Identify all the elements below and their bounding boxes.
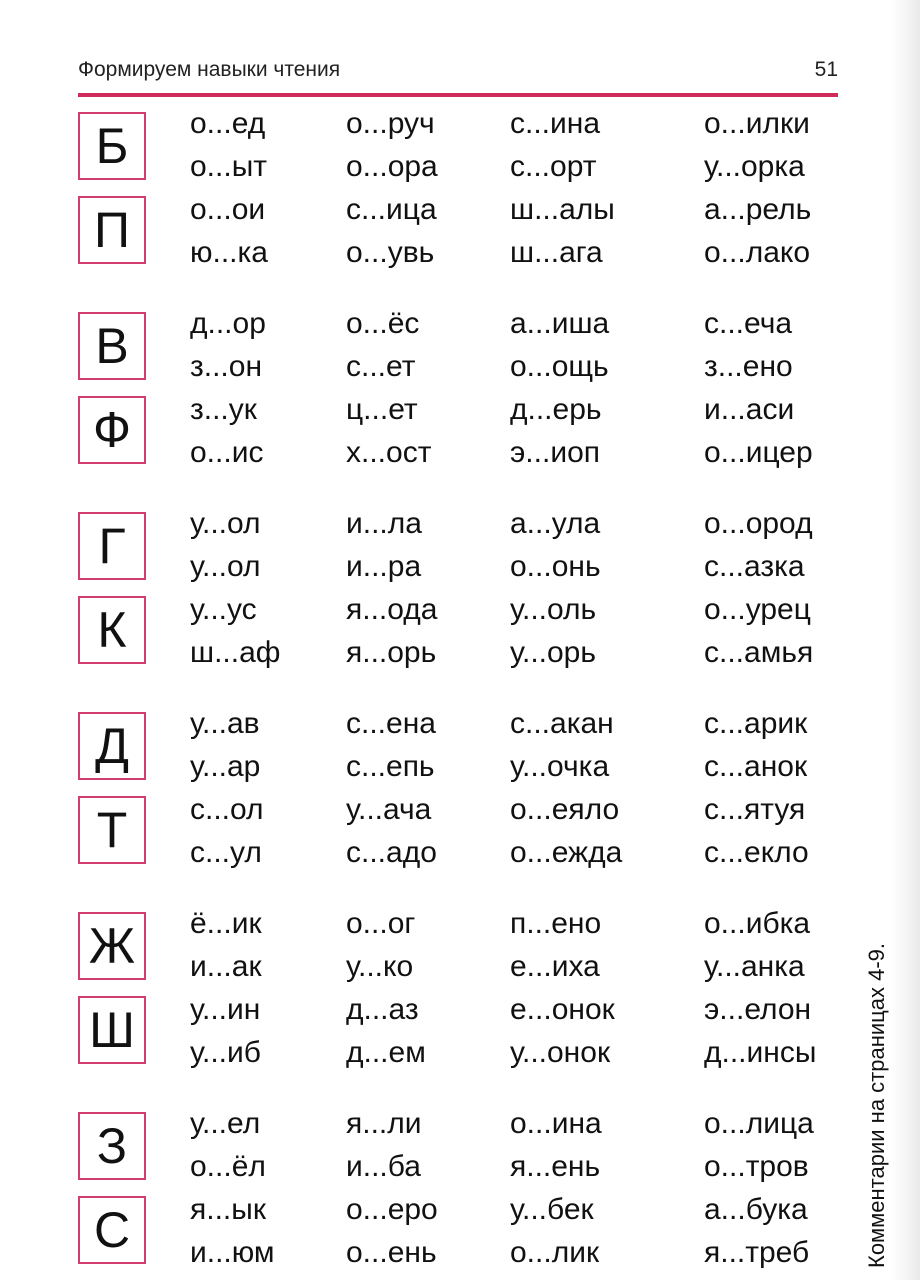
word-item: и...юм bbox=[190, 1236, 275, 1269]
word-item: д...ор bbox=[190, 307, 266, 340]
word-grid bbox=[190, 102, 840, 274]
letter-box: З bbox=[78, 1112, 146, 1180]
letter-pair-block bbox=[78, 302, 838, 474]
word-item: о...тров bbox=[704, 1150, 809, 1183]
word-grid bbox=[190, 502, 840, 674]
word-item: ш...аф bbox=[190, 636, 281, 669]
word-item: о...онь bbox=[510, 550, 601, 583]
word-item: с...екло bbox=[704, 836, 809, 869]
word-grid bbox=[190, 702, 840, 874]
word-item: э...елон bbox=[704, 993, 812, 1026]
word-item: е...иха bbox=[510, 950, 600, 983]
word-item: я...орь bbox=[346, 636, 437, 669]
word-item: д...инсы bbox=[704, 1036, 817, 1069]
word-item: с...адо bbox=[346, 836, 437, 869]
word-item: у...ин bbox=[190, 993, 261, 1026]
word-row bbox=[190, 902, 840, 945]
word-row bbox=[190, 1031, 840, 1074]
word-item: с...орт bbox=[510, 150, 597, 183]
word-row bbox=[190, 988, 840, 1031]
letter-box: Г bbox=[78, 512, 146, 580]
letter-pair-block bbox=[78, 102, 838, 274]
side-comment-note: Комментарии на страницах 4-9. bbox=[864, 942, 889, 1268]
word-row bbox=[190, 1102, 840, 1145]
word-item: ё...ик bbox=[190, 907, 262, 940]
word-item: д...аз bbox=[346, 993, 419, 1026]
word-item: и...ба bbox=[346, 1150, 421, 1183]
word-item: о...ощь bbox=[510, 350, 609, 383]
letter-pair-block bbox=[78, 1102, 838, 1274]
word-row bbox=[190, 345, 840, 388]
word-item: з...ено bbox=[704, 350, 793, 383]
word-item: о...лица bbox=[704, 1107, 814, 1140]
word-item: и...ла bbox=[346, 507, 422, 540]
letter-box: С bbox=[78, 1196, 146, 1264]
word-item: с...ена bbox=[346, 707, 436, 740]
word-item: з...он bbox=[190, 350, 263, 383]
word-item: о...илки bbox=[704, 107, 810, 140]
word-item: у...иб bbox=[190, 1036, 261, 1069]
word-item: я...ли bbox=[346, 1107, 422, 1140]
word-item: у...ко bbox=[346, 950, 414, 983]
word-item: у...онок bbox=[510, 1036, 611, 1069]
letter-box: П bbox=[78, 196, 146, 264]
word-row bbox=[190, 431, 840, 474]
word-item: д...ерь bbox=[510, 393, 602, 426]
word-item: с...анок bbox=[704, 750, 808, 783]
word-item: о...увь bbox=[346, 236, 435, 269]
word-item: с...ина bbox=[510, 107, 601, 140]
word-item: а...ула bbox=[510, 507, 601, 540]
word-item: с...ет bbox=[346, 350, 416, 383]
word-item: э...иоп bbox=[510, 436, 600, 469]
word-item: о...руч bbox=[346, 107, 435, 140]
word-item: о...ис bbox=[190, 436, 264, 469]
word-row bbox=[190, 831, 840, 874]
exercise-blocks bbox=[78, 102, 838, 1274]
word-item: у...бек bbox=[510, 1193, 594, 1226]
word-item: с...амья bbox=[704, 636, 814, 669]
word-item: я...треб bbox=[704, 1236, 810, 1269]
word-item: у...ел bbox=[190, 1107, 261, 1140]
word-item: о...ыт bbox=[190, 150, 267, 183]
word-item: з...ук bbox=[190, 393, 257, 426]
word-row bbox=[190, 545, 840, 588]
word-item: о...ои bbox=[190, 193, 266, 226]
word-item: ш...алы bbox=[510, 193, 615, 226]
word-item: я...ода bbox=[346, 593, 438, 626]
word-row bbox=[190, 102, 840, 145]
word-item: о...ина bbox=[510, 1107, 602, 1140]
word-item: о...ёс bbox=[346, 307, 420, 340]
letter-box: Ж bbox=[78, 912, 146, 980]
word-item: у...ав bbox=[190, 707, 260, 740]
letter-box: Ф bbox=[78, 396, 146, 464]
word-row bbox=[190, 188, 840, 231]
word-item: с...еча bbox=[704, 307, 793, 340]
letter-box: Д bbox=[78, 712, 146, 780]
word-item: а...бука bbox=[704, 1193, 808, 1226]
word-item: у...ол bbox=[190, 550, 261, 583]
letter-pair-block bbox=[78, 702, 838, 874]
word-item: о...ог bbox=[346, 907, 416, 940]
word-item: у...ус bbox=[190, 593, 257, 626]
word-item: у...ача bbox=[346, 793, 432, 826]
word-item: у...очка bbox=[510, 750, 610, 783]
word-row bbox=[190, 502, 840, 545]
word-item: с...епь bbox=[346, 750, 435, 783]
word-item: с...ятуя bbox=[704, 793, 806, 826]
word-item: о...ежда bbox=[510, 836, 623, 869]
word-row bbox=[190, 588, 840, 631]
word-item: с...ица bbox=[346, 193, 437, 226]
word-item: е...онок bbox=[510, 993, 615, 1026]
word-row bbox=[190, 631, 840, 674]
word-item: у...орка bbox=[704, 150, 805, 183]
letter-pair-block bbox=[78, 902, 838, 1074]
word-row bbox=[190, 388, 840, 431]
word-item: с...азка bbox=[704, 550, 805, 583]
word-item: с...арик bbox=[704, 707, 808, 740]
letter-box: Т bbox=[78, 796, 146, 864]
word-item: и...ра bbox=[346, 550, 422, 583]
word-row bbox=[190, 745, 840, 788]
word-grid bbox=[190, 1102, 840, 1274]
word-item: я...ык bbox=[190, 1193, 266, 1226]
word-row bbox=[190, 145, 840, 188]
header-divider bbox=[78, 93, 838, 97]
word-item: у...оль bbox=[510, 593, 597, 626]
letter-pair-block bbox=[78, 502, 838, 674]
word-item: о...ицер bbox=[704, 436, 813, 469]
word-item: а...иша bbox=[510, 307, 610, 340]
word-item: и...аси bbox=[704, 393, 795, 426]
word-item: ш...ага bbox=[510, 236, 603, 269]
word-item: о...ибка bbox=[704, 907, 811, 940]
word-row bbox=[190, 302, 840, 345]
word-item: с...ул bbox=[190, 836, 262, 869]
word-item: я...ень bbox=[510, 1150, 601, 1183]
word-item: о...лако bbox=[704, 236, 811, 269]
letter-box: В bbox=[78, 312, 146, 380]
word-row bbox=[190, 1231, 840, 1274]
word-item: с...акан bbox=[510, 707, 614, 740]
word-item: а...рель bbox=[704, 193, 812, 226]
word-item: о...урец bbox=[704, 593, 811, 626]
word-item: и...ак bbox=[190, 950, 262, 983]
word-item: о...ора bbox=[346, 150, 438, 183]
word-row bbox=[190, 1145, 840, 1188]
word-row bbox=[190, 788, 840, 831]
word-item: ц...ет bbox=[346, 393, 418, 426]
word-item: у...анка bbox=[704, 950, 805, 983]
letter-box: Ш bbox=[78, 996, 146, 1064]
page-number: 51 bbox=[814, 58, 838, 81]
word-row bbox=[190, 1188, 840, 1231]
page-title: Формируем навыки чтения bbox=[78, 58, 341, 81]
word-grid bbox=[190, 902, 840, 1074]
word-item: с...ол bbox=[190, 793, 264, 826]
word-row bbox=[190, 702, 840, 745]
word-item: ю...ка bbox=[190, 236, 268, 269]
word-item: о...ород bbox=[704, 507, 813, 540]
page-edge-shadow bbox=[890, 0, 920, 1280]
word-grid bbox=[190, 302, 840, 474]
word-row bbox=[190, 945, 840, 988]
word-item: у...ар bbox=[190, 750, 261, 783]
word-item: д...ем bbox=[346, 1036, 426, 1069]
word-row bbox=[190, 231, 840, 274]
word-item: п...ено bbox=[510, 907, 602, 940]
word-item: о...ень bbox=[346, 1236, 437, 1269]
word-item: о...лик bbox=[510, 1236, 600, 1269]
word-item: у...орь bbox=[510, 636, 597, 669]
word-item: о...ед bbox=[190, 107, 266, 140]
word-item: о...ёл bbox=[190, 1150, 266, 1183]
word-item: о...еро bbox=[346, 1193, 438, 1226]
letter-box: Б bbox=[78, 112, 146, 180]
word-item: о...еяло bbox=[510, 793, 620, 826]
word-item: у...ол bbox=[190, 507, 261, 540]
letter-box: К bbox=[78, 596, 146, 664]
word-item: х...ост bbox=[346, 436, 432, 469]
page-header bbox=[78, 52, 838, 92]
